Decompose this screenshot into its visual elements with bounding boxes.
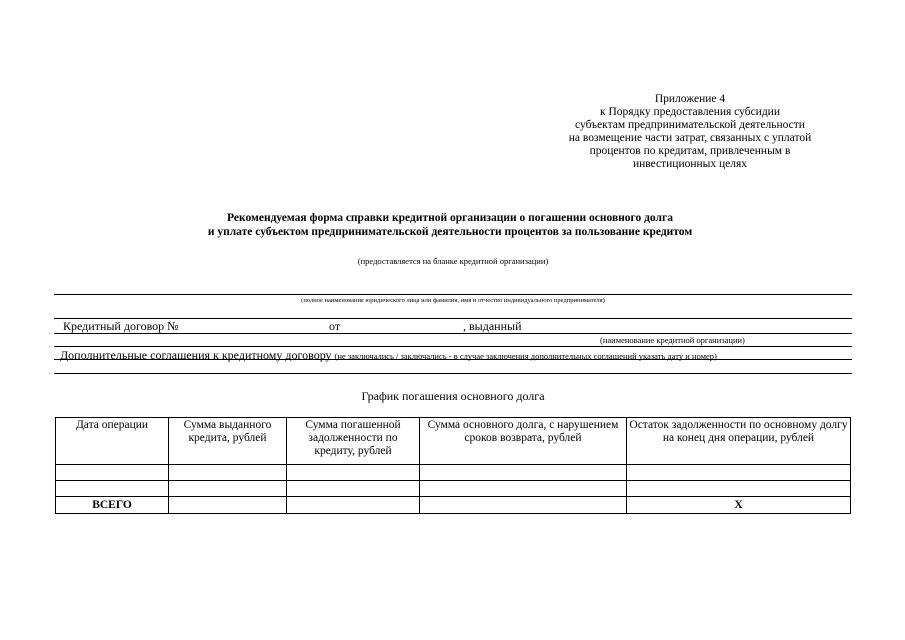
total-label: ВСЕГО [56,497,169,514]
header-remaining-balance: Остаток задолженности по основному долгу на конец дня операции, рублей [627,418,851,465]
appendix-line: процентов по кредитам, привлеченным в [589,145,791,157]
table-cell[interactable] [420,465,627,481]
divider-line [54,346,852,347]
agreements-label: Дополнительные соглашения к кредитному договору [60,348,332,362]
appendix-line: к Порядку предоставления субсидии [600,106,780,118]
document-title [110,211,790,239]
table-cell[interactable] [287,497,420,514]
entity-name-note: (полное наименование юридического лица или фамилия, имя и отчество индивидуального предпринимателя) [301,297,605,304]
schedule-table [55,417,851,514]
divider-line [54,359,852,360]
table-cell[interactable] [169,497,287,514]
appendix-line: на возмещение части затрат, связанных с уплатой [568,132,812,144]
table-cell[interactable] [627,465,851,481]
header-issued-amount: Сумма выданного кредита, рублей [169,418,287,465]
schedule-title: График погашения основного долга [361,389,545,403]
title-line-1: Рекомендуемая форма справки кредитной организации о погашении основного долга [227,212,673,224]
agreements-note: (не заключались / заключались - в случае заключения дополнительных соглашений указать дату и номер) [334,351,717,361]
bank-name-note: (наименование кредитной организации) [600,335,745,345]
entity-name-line [54,294,852,295]
contract-number-label: Кредитный договор № [63,319,179,333]
header-repaid-amount: Сумма погашенной задолженности по кредиту, рублей [287,418,420,465]
table-cell[interactable] [56,481,169,497]
table-cell[interactable] [627,481,851,497]
divider-line [54,373,852,374]
total-x-mark: Х [627,497,851,514]
appendix-line: субъектам предпринимательской деятельности [575,119,805,131]
table-header-row [56,418,851,465]
table-cell[interactable] [287,481,420,497]
header-overdue-amount: Сумма основного долга, с нарушением сроков возврата, рублей [420,418,627,465]
table-row [56,481,851,497]
appendix-line: инвестиционных целях [632,158,748,170]
header-operation-date: Дата операции [56,418,169,465]
title-line-2: и уплате субъектом предпринимательской деятельности процентов за пользование кредитом [207,226,693,238]
appendix-line: Приложение 4 [654,93,726,105]
agreements-block [60,349,852,363]
table-cell[interactable] [287,465,420,481]
appendix-block [540,93,840,171]
contract-line [54,333,852,334]
table-cell[interactable] [169,481,287,497]
table-cell[interactable] [420,497,627,514]
contract-issued-label: , выданный [463,319,522,333]
table-total-row [56,497,851,514]
table-row [56,465,851,481]
table-cell[interactable] [169,465,287,481]
bank-blank-note: (предоставляется на бланке кредитной организации) [357,256,549,266]
table-cell[interactable] [420,481,627,497]
contract-from-label: от [329,319,341,333]
table-cell[interactable] [56,465,169,481]
